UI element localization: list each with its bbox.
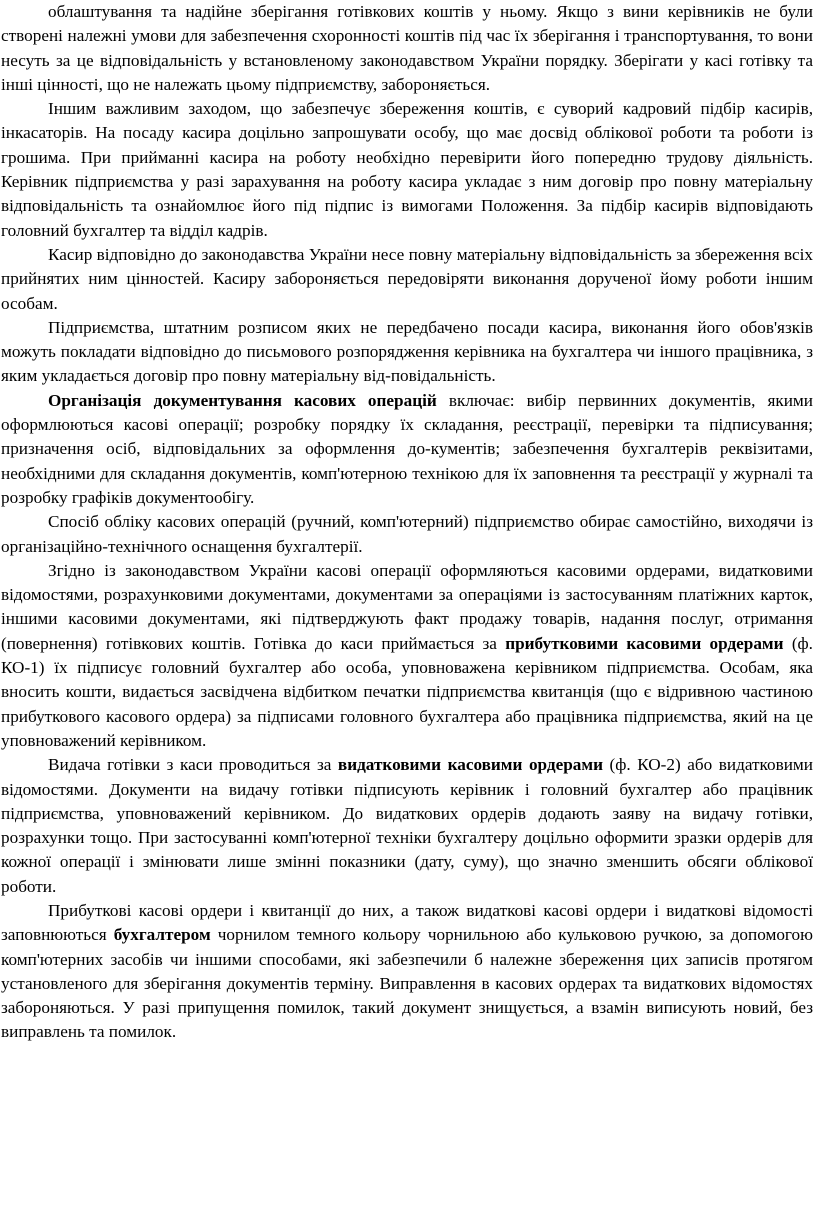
paragraph-accounting-method xyxy=(1,510,813,559)
bold-term: прибутковими касовими ордерами xyxy=(505,633,784,653)
text-segment: чорнилом темного кольору чорнильною або кульковою ручкою, за допомогою комп'ютерних засобів чи іншими способами, які забезпечили б належне збереження цих записів протягом установленого для зберігання документів терміну. Виправлення в касових ордерах та видаткових відомостях забороняються. У разі припущення помилок, такий документ знищується, а взамін виписують новий, без виправлень та помилок. xyxy=(1,925,813,1042)
paragraph-no-cashier-position xyxy=(1,316,813,389)
bold-term: Організація документування касових операцій xyxy=(48,390,437,410)
paragraph-cash-storage-responsibility xyxy=(1,0,813,97)
text-segment: Касир відповідно до законодавства України несе повну матеріальну відповідальність за збереження всіх прийнятих ним цінностей. Касиру забороняється передовіряти виконання дорученої йому роботи іншим особам. xyxy=(1,244,813,313)
bold-term: видатковими касовими ордерами xyxy=(337,755,603,775)
text-segment: Видача готівки з каси проводиться за xyxy=(48,755,338,775)
paragraph-cashier-selection xyxy=(1,97,813,243)
paragraph-receipt-orders xyxy=(1,559,813,753)
paragraph-document-organization xyxy=(1,389,813,510)
paragraph-filling-orders xyxy=(1,899,813,1045)
text-segment: Згідно із законодавством України касові операції оформляються касовими ордерами, видатковими відомостями, розрахунковими документами, документами за операціями із застосуванням платіжних карток, іншими касовими документами, які підтверджують факт продажу товарів, надання послуг, отримання (повернення) готівкових коштів. Готівка до каси приймається за xyxy=(1,560,813,653)
paragraph-cashier-liability xyxy=(1,243,813,316)
text-segment: облаштування та надійне зберігання готівкових коштів у ньому. Якщо з вини керівників не були створені належні умови для забезпечення схоронності коштів під час їх зберігання і транспортування, то вони несуть за це відповідальність у встановленому законодавством України порядку. Зберігати у касі готівку та інші цінності, що не належать цьому підприємству, забороняється. xyxy=(1,2,813,94)
text-segment: Спосіб обліку касових операцій (ручний, комп'ютерний) підприємство обирає самостійно, виходячи із організаційно-технічного оснащення бухгалтерії. xyxy=(1,512,813,556)
text-segment: Іншим важливим заходом, що забезпечує збереження коштів, є суворий кадровий підбір касирів, інкасаторів. На посаду касира доцільно запрошувати особу, що має досвід облікової роботи та роботи із грошима. При прийманні касира на роботу необхідно перевірити його попередню трудову діяльність. Керівник підприємства у разі зарахування на роботу касира укладає з ним договір про повну матеріальну відповідальність та ознайомлює його під підпис із вимогами Положення. За підбір касирів відповідають головний бухгалтер та відділ кадрів. xyxy=(1,99,813,240)
text-segment: Підприємства, штатним розписом яких не передбачено посади касира, виконання його обов'язків можуть покладати відповідно до письмового розпорядження керівника на бухгалтера чи іншого працівника, з яким укладається договір про повну матеріальну від-повідальність. xyxy=(1,317,813,386)
bold-term: бухгалтером xyxy=(113,925,211,945)
paragraph-expense-orders xyxy=(1,753,813,899)
text-segment: (ф. КО-2) або видатковими відомостями. Документи на видачу готівки підписують керівник і головний бухгалтер або працівник підприємства, уповноважений керівником. До видаткових ордерів додають заяву на видачу готівки, розрахунки тощо. При застосуванні комп'ютерної техніки бухгалтеру доцільно оформити зразки ордерів для кожної операції і змінювати лише змінні показники (дату, суму), що значно зменшить обсяги облікової роботи. xyxy=(1,755,813,896)
text-segment: (ф. КО-1) їх підписує головний бухгалтер або особа, уповноважена керівником підприємства. Особам, яка вносить кошти, видається засвідчена відбитком печатки підприємства квитанція (що є відривною частиною прибуткового касового ордера) за підписами головного бухгалтера або працівника підприємства, який на це уповноважений керівником. xyxy=(1,633,813,750)
text-segment: включає: вибір первинних документів, якими оформлюються касові операції; розробку порядку їх складання, реєстрації, перевірки та підписування; призначення осіб, відповідальних за оформлення до-кументів; забезпечення бухгалтерів реквізитами, необхідними для складання документів, комп'ютерною технікою для їх заповнення та реєстрації у журналі та розробку графіків документообігу. xyxy=(1,390,813,507)
text-segment: Прибуткові касові ордери і квитанції до них, а також видаткові касові ордери і видаткові відомості заповнюються xyxy=(1,900,813,945)
